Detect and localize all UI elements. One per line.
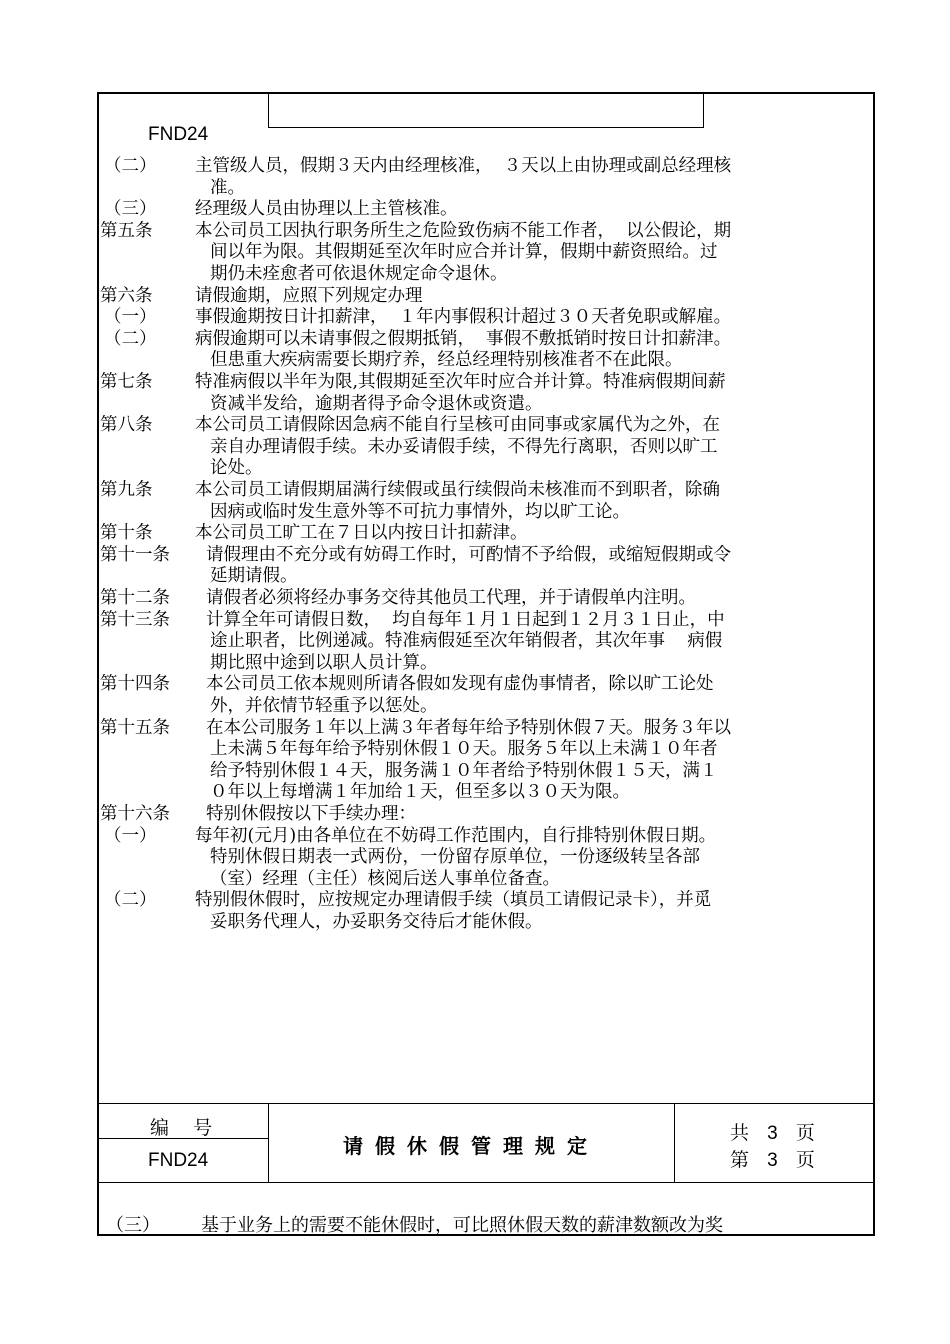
clause-text: 上未满５年每年给予特别休假１０天。服务５年以上未满１０年者	[210, 739, 718, 760]
next-page-text: 基于业务上的需要不能休假时，可比照休假天数的薪津数额改为奖	[201, 1215, 723, 1236]
clause-label: 第十四条	[100, 674, 170, 695]
clause-text: 本公司员工旷工在７日以内按日计扣薪津。	[195, 523, 528, 544]
clause-text: 请假理由不充分或有妨碍工作时，可酌情不予给假，或缩短假期或令	[206, 544, 731, 565]
footer-current-page	[730, 1145, 815, 1172]
clause-label: 第十二条	[100, 588, 170, 608]
clause-text: 本公司员工因执行职务所生之危险致伤病不能工作者， 以公假论，期	[195, 220, 732, 241]
clause-text: 特准病假以半年为限,其假期延至次年时应合并计算。特准病假期间薪	[195, 372, 726, 392]
clause-text: 论处。	[210, 458, 263, 479]
total-page-unit: 页	[795, 1122, 815, 1144]
clause-text: 延期请假。	[210, 566, 298, 587]
clause-text: 在本公司服务１年以上满３年者每年给予特别休假７天。服务３年以	[206, 717, 731, 738]
clause-text: 但患重大疾病需要长期疗养，经总经理特别核准者不在此限。	[210, 350, 683, 371]
clause-text: 妥职务代理人，办妥职务交待后才能休假。	[210, 912, 543, 932]
clause-text: 准。	[210, 177, 245, 198]
clause-text: 期仍未痊愈者可依退休规定命令退休。	[210, 264, 508, 284]
footer-col-divider-2	[674, 1103, 675, 1183]
clause-text: 给予特别休假１４天，服务满１０年者给予特别休假１５天，满１	[210, 760, 718, 781]
clause-label: （三）	[104, 199, 157, 220]
header-doc-code: FND24	[148, 124, 209, 145]
footer-bottom-border	[97, 1182, 875, 1183]
clause-text: 事假逾期按日计扣薪津， １年内事假积计超过３０天者免职或解雇。	[195, 307, 732, 328]
clause-text: 特别休假日期表一式两份，一份留存原单位，一份逐级转呈各部	[210, 847, 700, 868]
clause-text: 本公司员工依本规则所请各假如发现有虚伪事情者，除以旷工论处	[206, 674, 714, 695]
clause-text: 计算全年可请假日数， 均自每年１月１日起到１２月３１日止，中	[206, 609, 725, 630]
clause-text: 每年初(元月)由各单位在不妨碍工作范围内，自行排特别休假日期。	[195, 825, 717, 846]
clause-label: 第十一条	[100, 544, 170, 565]
clause-label: （一）	[104, 307, 157, 328]
clause-text: 请假逾期，应照下列规定办理	[195, 285, 423, 306]
clause-label: （一）	[104, 825, 157, 846]
clause-text: 特别休假按以下手续办理：	[206, 804, 416, 824]
clause-text: （室）经理（主任）核阅后送人事单位备查。	[210, 868, 560, 889]
clause-label: 第七条	[100, 372, 153, 392]
footer-top-border	[97, 1103, 875, 1104]
clause-text: 经理级人员由协理以上主管核准。	[195, 199, 458, 220]
clause-label: （二）	[104, 890, 157, 911]
current-page-value: 3	[767, 1150, 778, 1171]
total-pages-value: 3	[767, 1123, 778, 1144]
clause-text: 因病或临时发生意外等不可抗力事情外，均以旷工论。	[210, 501, 630, 522]
clause-label: （二）	[104, 156, 157, 176]
total-label: 共	[730, 1122, 750, 1144]
header-title-box	[268, 92, 704, 128]
clause-label: （二）	[104, 328, 157, 349]
next-page-label: （三）	[106, 1215, 160, 1236]
clause-text: 病假逾期可以未请事假之假期抵销， 事假不敷抵销时按日计扣薪津。	[195, 328, 732, 349]
clause-label: 第八条	[100, 415, 153, 436]
clause-text: 特别假休假时，应按规定办理请假手续（填员工请假记录卡），并觅	[195, 890, 712, 911]
clause-text: ０年以上每增满１年加给１天，但至多以３０天为限。	[210, 782, 630, 803]
clause-text: 期比照中途到以职人员计算。	[210, 652, 438, 673]
footer-doc-code: FND24	[148, 1150, 209, 1171]
footer-total-pages	[730, 1118, 815, 1145]
clause-label: 第十五条	[100, 717, 170, 738]
clause-text: 主管级人员，假期３天内由经理核准， ３天以上由协理或副总经理核	[195, 156, 732, 176]
clause-label: 第九条	[100, 480, 153, 500]
clause-label: 第十条	[100, 523, 153, 544]
clause-text: 途止职者，比例递减。特准病假延至次年销假者，其次年事 病假	[210, 631, 723, 652]
current-page-unit: 页	[795, 1149, 815, 1171]
clause-label: 第十六条	[100, 804, 170, 824]
clause-label: 第五条	[100, 220, 153, 241]
clause-text: 本公司员工请假期届满行续假或虽行续假尚未核准而不到职者，除确	[195, 480, 720, 500]
footer-number-label: 编 号	[150, 1117, 213, 1139]
clause-text: 请假者必须将经办事务交待其他员工代理，并于请假单内注明。	[206, 588, 696, 608]
clause-label: 第十三条	[100, 609, 170, 630]
clause-text: 资减半发给，逾期者得予命令退休或资遣。	[210, 393, 543, 414]
clause-text: 外，并依情节轻重予以惩处。	[210, 696, 438, 716]
clause-text: 间以年为限。其假期延至次年时应合并计算，假期中薪资照给。过	[210, 242, 718, 263]
clause-text: 亲自办理请假手续。未办妥请假手续，不得先行离职，否则以旷工	[210, 436, 718, 457]
clause-label: 第六条	[100, 285, 153, 306]
current-label: 第	[730, 1149, 750, 1171]
footer-doc-title: 请假休假管理规定	[343, 1134, 599, 1158]
clause-text: 本公司员工请假除因急病不能自行呈核可由同事或家属代为之外，在	[195, 415, 720, 436]
